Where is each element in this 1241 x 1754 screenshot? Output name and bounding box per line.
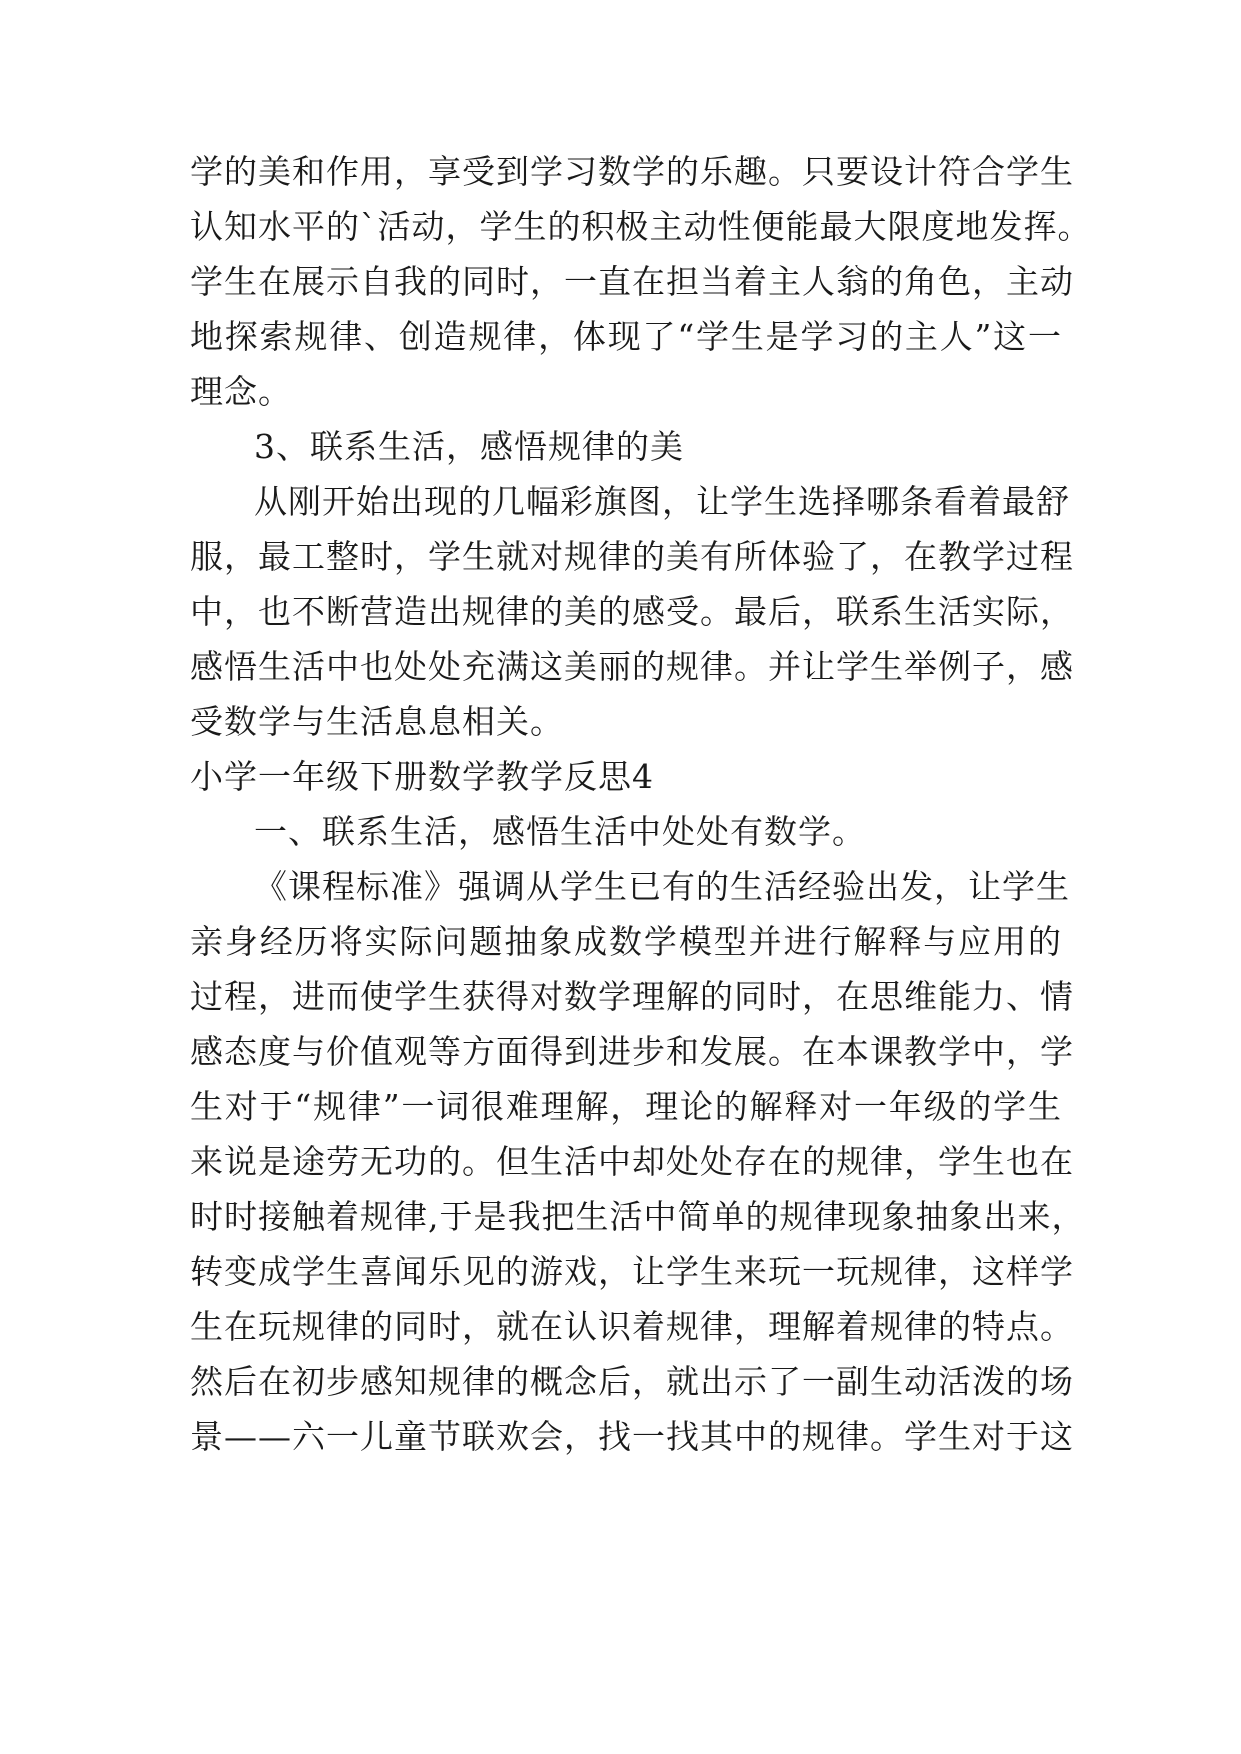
text-line: 认知水平的`活动，学生的积极主动性便能最大限度地发挥。 [190,207,1092,246]
text-line: 然后在初步感知规律的概念后，就出示了一副生动活泼的场 [190,1362,1074,1401]
text-line: 感悟生活中也处处充满这美丽的规律。并让学生举例子，感 [190,647,1074,686]
text-line: 感态度与价值观等方面得到进步和发展。在本课教学中，学 [190,1032,1074,1071]
text-line: 学的美和作用，享受到学习数学的乐趣。只要设计符合学生 [190,152,1074,191]
text-line: 理念。 [190,372,292,411]
text-line: 时时接触着规律,于是我把生活中简单的规律现象抽象出来， [190,1197,1086,1236]
text-line: 景——六一儿童节联欢会，找一找其中的规律。学生对于这 [190,1417,1074,1456]
text-line: 亲身经历将实际问题抽象成数学模型并进行解释与应用的 [190,922,1062,961]
document-title: 小学一年级下册数学教学反思4 [190,757,654,796]
section-heading: 3、联系生活，感悟规律的美 [254,427,684,466]
text-line: 中，也不断营造出规律的美的感受。最后，联系生活实际， [190,592,1074,631]
text-line: 生对于“规律”一词很难理解，理论的解释对一年级的学生 [190,1087,1062,1126]
text-line: 来说是途劳无功的。但生活中却处处存在的规律，学生也在 [190,1142,1074,1181]
text-line: 地探索规律、创造规律，体现了“学生是学习的主人”这一 [190,317,1062,356]
text-line: 《课程标准》强调从学生已有的生活经验出发，让学生 [254,867,1070,906]
text-line: 受数学与生活息息相关。 [190,702,564,741]
text-line: 从刚开始出现的几幅彩旗图，让学生选择哪条看着最舒 [254,482,1070,521]
text-line: 学生在展示自我的同时，一直在担当着主人翁的角色，主动 [190,262,1074,301]
section-heading: 一、联系生活，感悟生活中处处有数学。 [254,812,866,851]
text-line: 生在玩规律的同时，就在认识着规律，理解着规律的特点。 [190,1307,1074,1346]
text-line: 转变成学生喜闻乐见的游戏，让学生来玩一玩规律，这样学 [190,1252,1074,1291]
text-line: 服，最工整时，学生就对规律的美有所体验了，在教学过程 [190,537,1074,576]
text-line: 过程，进而使学生获得对数学理解的同时，在思维能力、情 [190,977,1074,1016]
